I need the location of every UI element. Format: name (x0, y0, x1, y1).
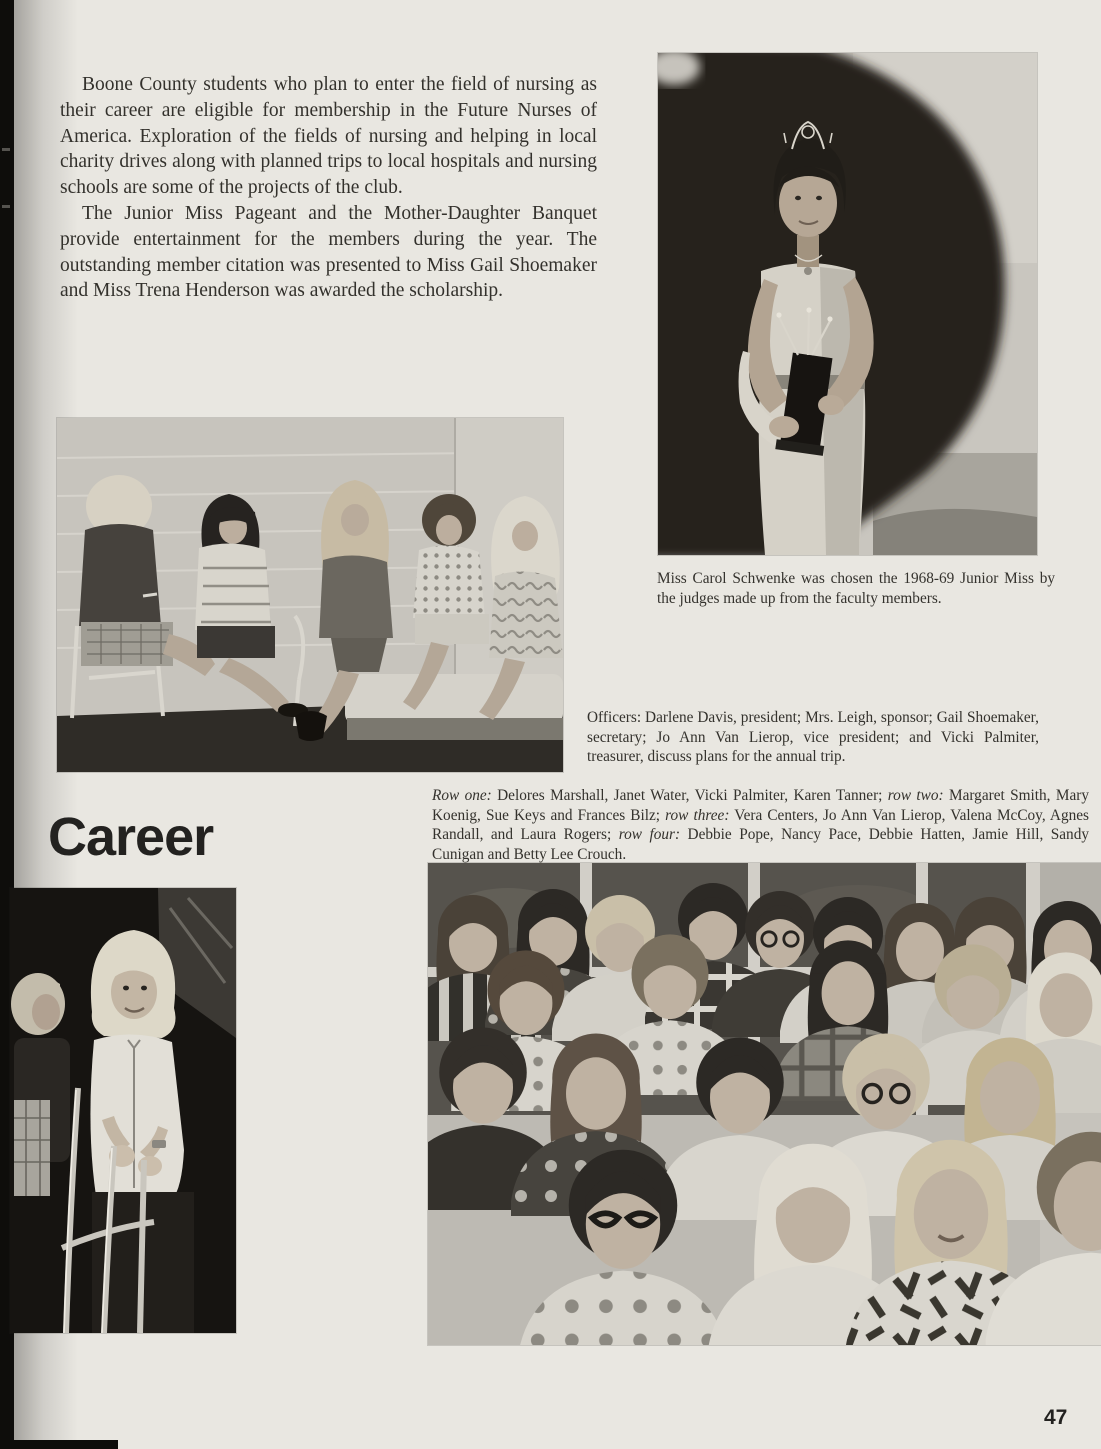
scan-corner-shadow (0, 1440, 118, 1449)
spine-mark (2, 205, 10, 208)
junior-miss-photo (658, 53, 1037, 555)
spine-mark (2, 148, 10, 151)
officers-photo (57, 418, 563, 772)
officers-caption: Officers: Darlene Davis, president; Mrs. Leigh, sponsor; Gail Shoemaker, secretary; Jo Ann Van Lierop, vice president; and Vicki Palmiter, treasurer, discuss plans for the annual trip. (587, 709, 1039, 766)
group-photo (428, 863, 1101, 1345)
career-photo (10, 888, 236, 1333)
article-paragraph-2: The Junior Miss Pageant and the Mother-Daughter Banquet provide entertainment for the members during the year. The outstanding member citation was presented to Miss Gail Shoemaker and Miss Trena Henderson was awarded the scholarship. (60, 202, 597, 302)
article-paragraph-1: Boone County students who plan to enter the field of nursing as their career are eligible for membership in the Future Nurses of America. Exploration of the fields of nursing and helping in local charity drives along with planned trips to local hospitals and nursing schools are some of the projects of the club. (60, 74, 597, 199)
section-heading: Career (48, 807, 214, 867)
article-text (60, 72, 597, 304)
page-number: 47 (1044, 1406, 1068, 1429)
junior-miss-caption: Miss Carol Schwenke was chosen the 1968-69 Junior Miss by the judges made up from the faculty members. (657, 570, 1055, 607)
group-photo-caption: Row one: Delores Marshall, Janet Water, Vicki Palmiter, Karen Tanner; row two: Margaret Smith, Mary Koenig, Sue Keys and Frances Bilz; row three: Vera Centers, Jo Ann Van Lierop, Valena McCoy, Agnes Randall, and Laura Rogers; row four: Debbie Pope, Nancy Pace, Debbie Hatten, Jamie Hill, Sandy Cunigan and Betty Lee Crouch. (432, 787, 1089, 863)
